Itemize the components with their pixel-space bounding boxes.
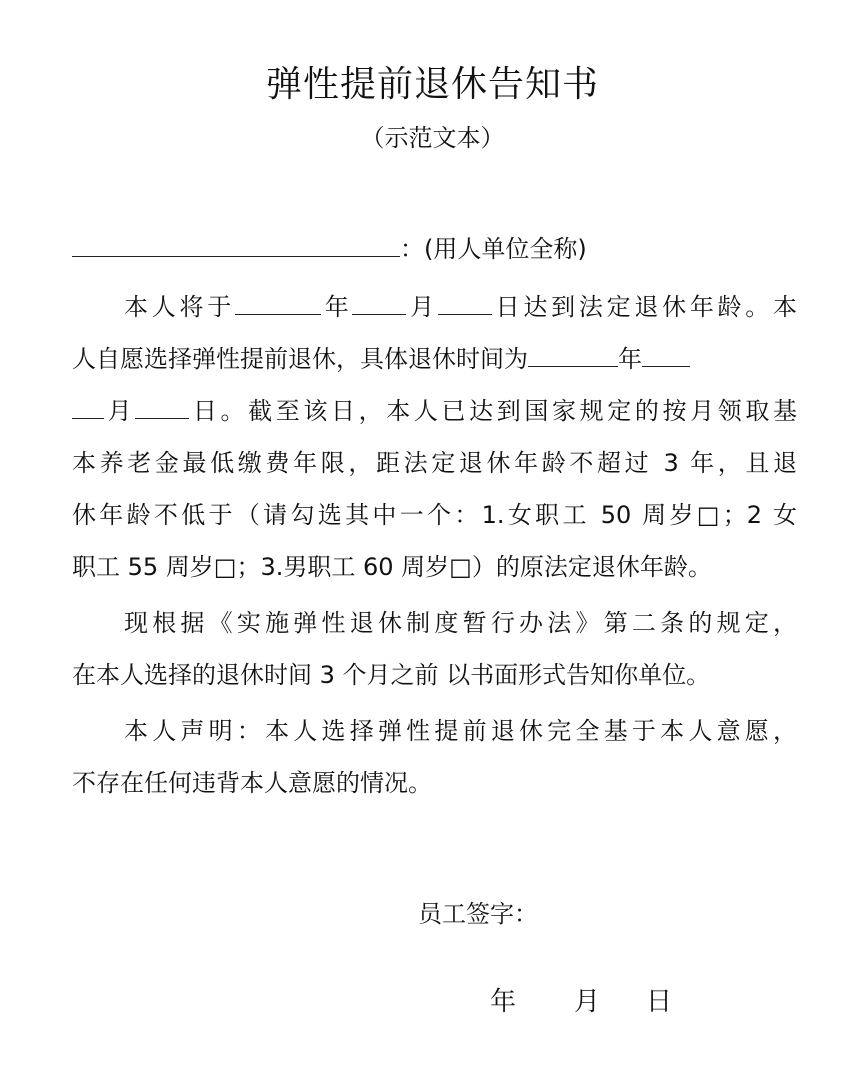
paragraph1-line4: 本养老金最低缴费年限，距法定退休年龄不超过 3 年，且退 xyxy=(72,449,797,477)
text-segment: 日。截至该日，本人已达到国家规定的按月领取基 xyxy=(189,397,797,425)
chosen-retirement-month-blank-part1[interactable] xyxy=(642,336,690,367)
paragraph1-line2 xyxy=(72,333,797,385)
text-segment: 日达到法定退休年龄。本 xyxy=(491,293,798,321)
text-segment: 本人将于 xyxy=(124,293,235,321)
paragraph2-line2: 在本人选择的退休时间 3 个月之前 以书面形式告知你单位。 xyxy=(72,661,711,689)
addressee-label: ：(用人单位全称) xyxy=(400,235,587,263)
employee-signature-label: 员工签字： xyxy=(418,900,538,928)
legal-retirement-year-blank[interactable] xyxy=(235,284,321,315)
paragraph3-line2: 不存在任何违背本人意愿的情况。 xyxy=(72,769,432,797)
paragraph1-line5: 休年龄不低于（请勾选其中一个：1.女职工 50 周岁□；2 女 xyxy=(72,501,797,529)
paragraph1-line6: 职工 55 周岁□；3.男职工 60 周岁□）的原法定退休年龄。 xyxy=(72,553,712,581)
legal-retirement-month-blank[interactable] xyxy=(352,284,406,315)
text-segment: 人自愿选择弹性提前退休，具体退休时间为 xyxy=(72,345,528,373)
paragraph2-line1: 现根据《实施弹性退休制度暂行办法》第二条的规定， xyxy=(124,609,797,637)
signature-date xyxy=(490,978,672,1026)
paragraph1-line3 xyxy=(72,385,797,437)
paragraph3-line1: 本人声明：本人选择弹性提前退休完全基于本人意愿， xyxy=(124,717,797,745)
date-month-label: 月 xyxy=(574,987,601,1017)
chosen-retirement-day-blank[interactable] xyxy=(135,388,189,419)
addressee-line xyxy=(72,226,587,270)
date-day-label: 日 xyxy=(646,987,673,1017)
employer-name-blank[interactable] xyxy=(72,226,400,257)
chosen-retirement-month-blank-part2[interactable] xyxy=(72,388,104,419)
legal-retirement-day-blank[interactable] xyxy=(438,284,492,315)
document-title: 弹性提前退休告知书 xyxy=(265,64,599,105)
text-segment: 月 xyxy=(406,293,438,321)
paragraph1-line1 xyxy=(72,281,797,333)
text-segment: 年 xyxy=(320,293,353,321)
text-segment: 年 xyxy=(618,345,642,373)
document-subtitle: （示范文本） xyxy=(360,124,505,152)
chosen-retirement-year-blank[interactable] xyxy=(528,336,618,367)
date-year-label: 年 xyxy=(490,987,517,1017)
text-segment: 月 xyxy=(104,397,136,425)
notice-body xyxy=(72,281,797,809)
